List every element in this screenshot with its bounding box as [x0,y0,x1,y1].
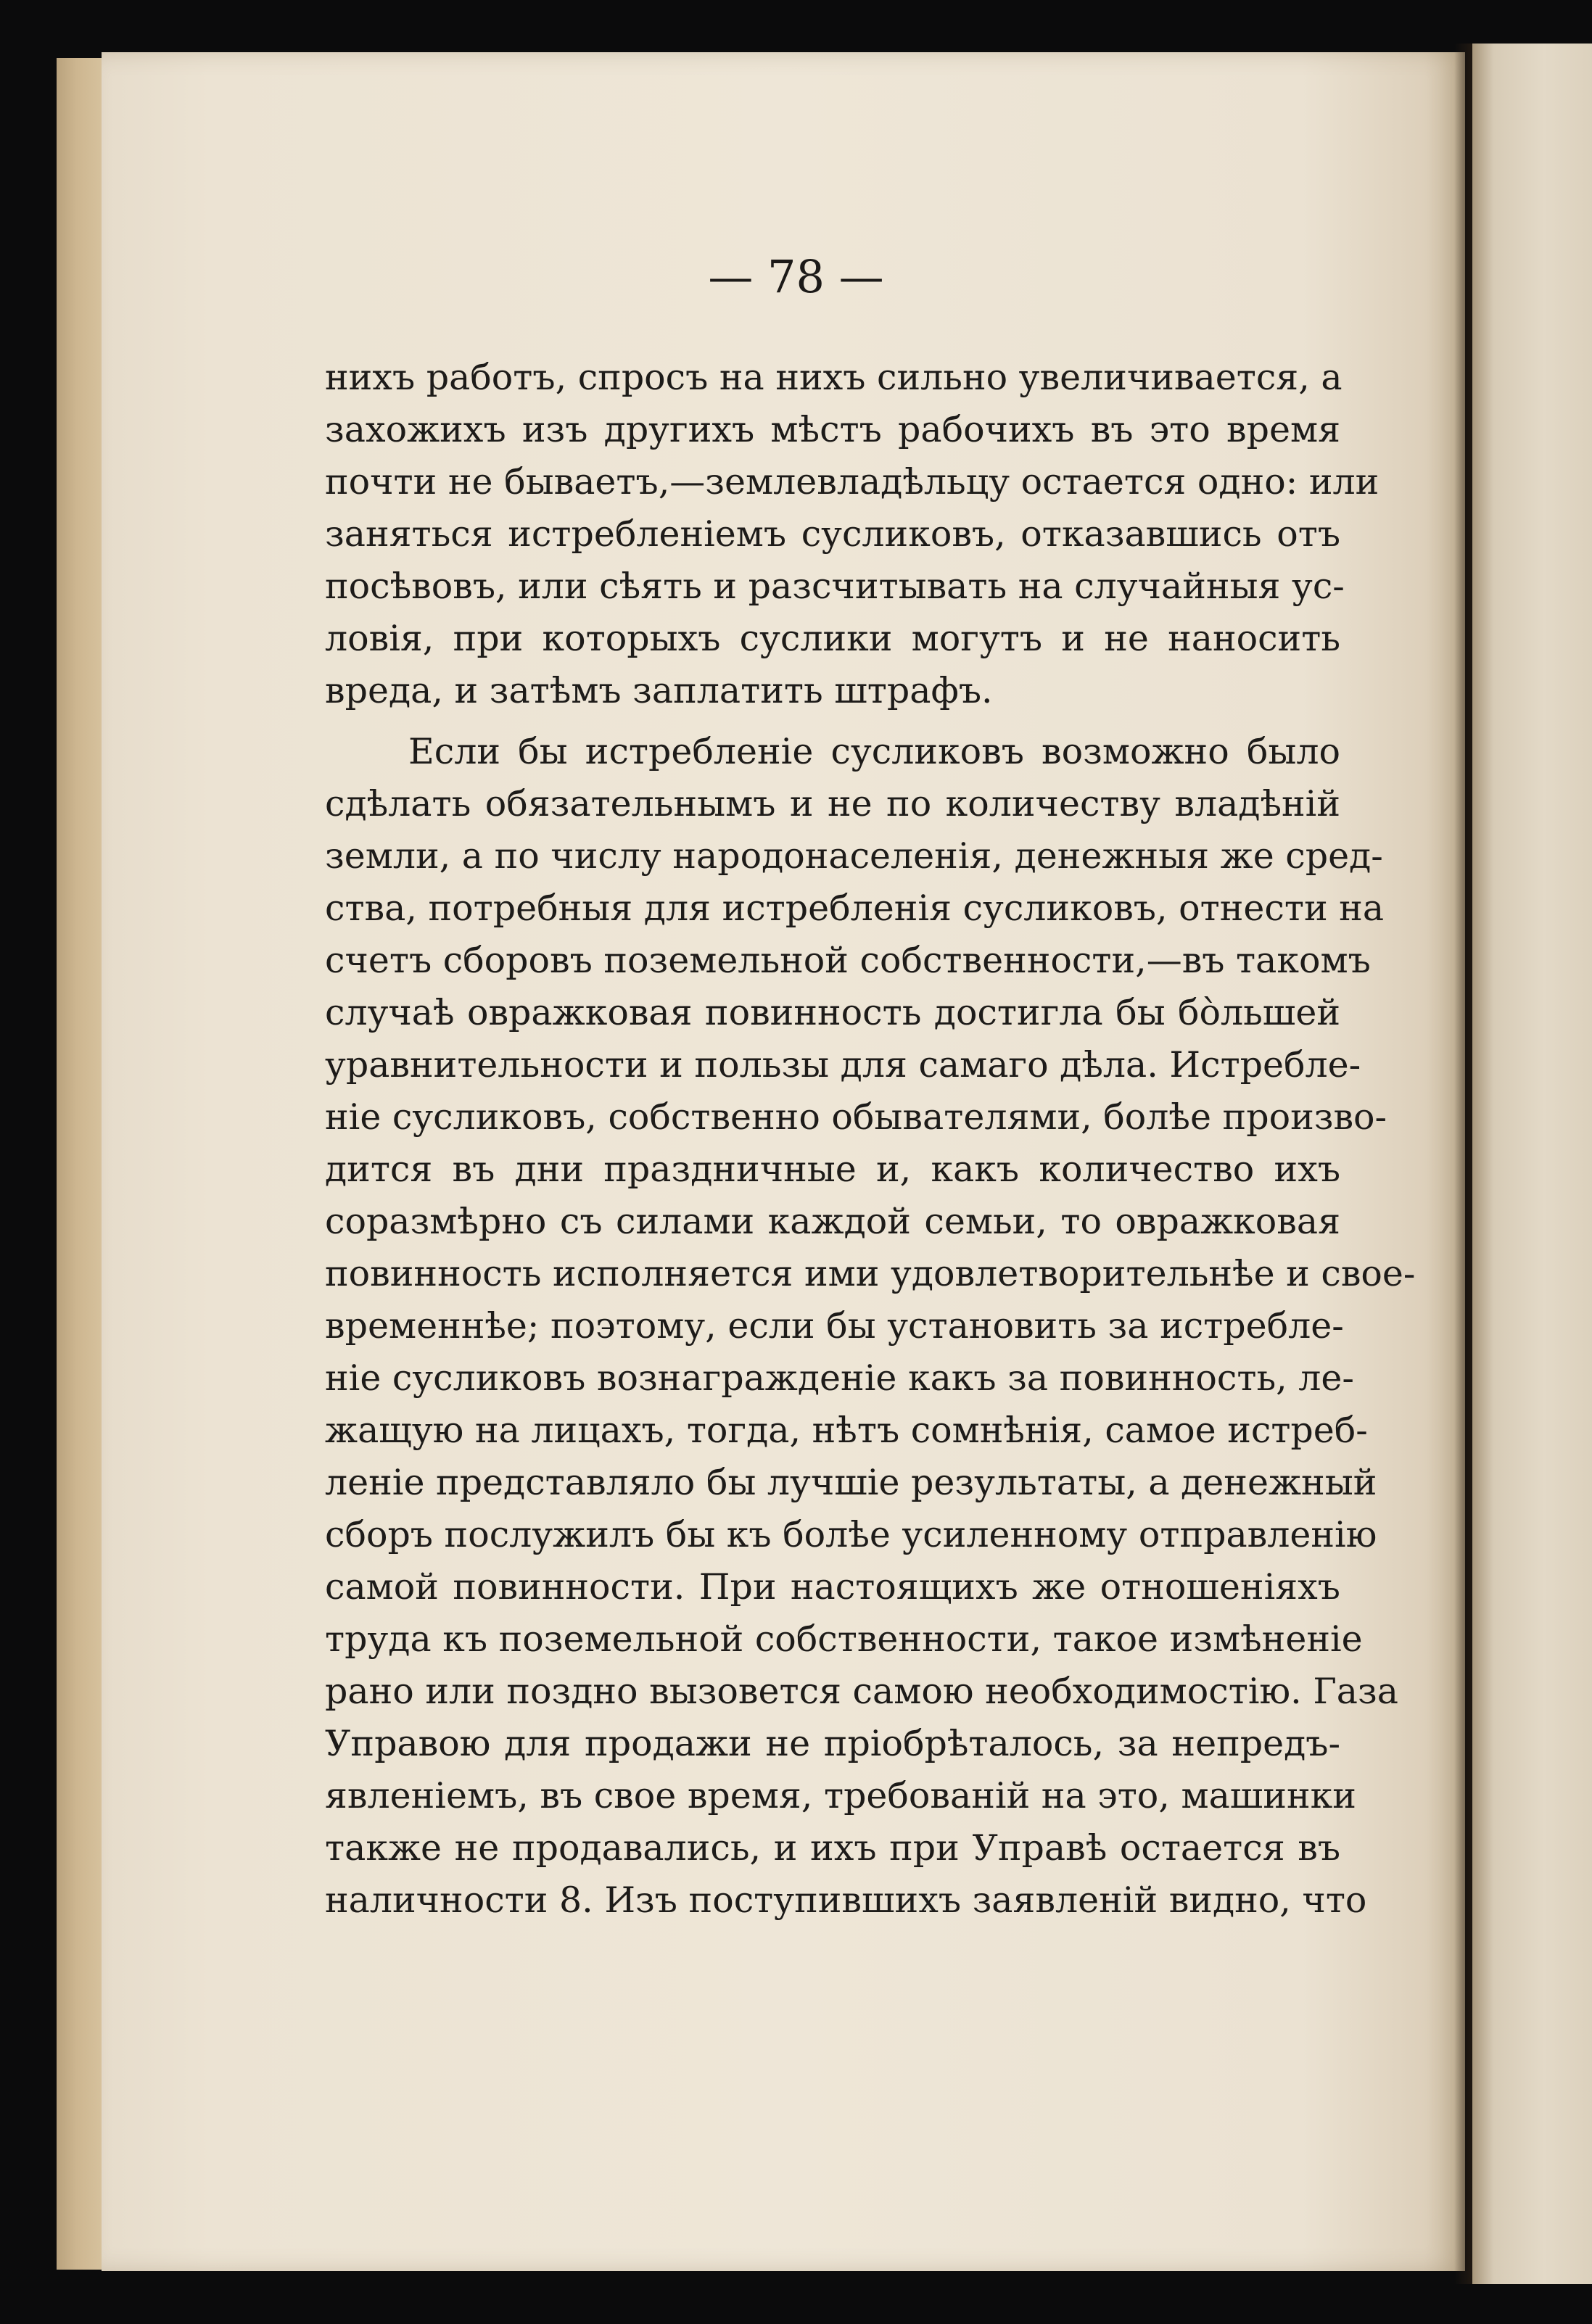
text-line: земли, а по числу народонаселенія, денежныя же сред- [325,835,1383,877]
text-line: ловія, при которыхъ суслики могутъ и не наносить [325,618,1340,659]
text-line: сдѣлать обязательнымъ и не по количеству владѣній [325,783,1340,824]
text-line: дится въ дни праздничные и, какъ количество ихъ [325,1149,1340,1190]
text-line: посѣвовъ, или сѣять и разсчитывать на случайныя ус- [325,566,1345,607]
text-line: ніе сусликовъ вознагражденіе какъ за повинность, ле- [325,1357,1354,1399]
text-line: вреда, и затѣмъ заплатить штрафъ. [325,670,993,711]
text-line: труда къ поземельной собственности, такое измѣненіе [325,1618,1363,1660]
page-number: — 78 — [708,250,884,303]
body-text [325,352,1416,1927]
text-line: повинность исполняется ими удовлетворительнѣе и свое- [325,1253,1416,1294]
text-line: Управою для продажи не пріобрѣталось, за непредъ- [325,1723,1340,1764]
text-line: уравнительности и пользы для самаго дѣла. Истребле- [325,1044,1361,1086]
text-line: заняться истребленіемъ сусликовъ, отказавшись отъ [325,513,1340,555]
text-line: рано или поздно вызовется самою необходимостію. Газа [325,1671,1398,1712]
text-line: жащую на лицахъ, тогда, нѣтъ сомнѣнія, самое истреб- [325,1410,1368,1451]
text-line: нихъ работъ, спросъ на нихъ сильно увеличивается, а [325,357,1343,398]
text-line: самой повинности. При настоящихъ же отношеніяхъ [325,1566,1340,1608]
text-line: явленіемъ, въ свое время, требованій на это, машинки [325,1775,1356,1816]
text-line: сборъ послужилъ бы къ болѣе усиленному отправленію [325,1514,1377,1555]
adjacent-page-edge [1472,44,1592,2284]
text-line: ства, потребныя для истребленія сусликовъ, отнести на [325,888,1385,929]
text-line: леніе представляло бы лучшіе результаты, а денежный [325,1462,1377,1503]
text-line: счетъ сборовъ поземельной собственности,—въ такомъ [325,940,1371,981]
text-line-indented: Если бы истребленіе сусликовъ возможно было [408,731,1340,772]
text-line: также не продавались, и ихъ при Управѣ остается въ [325,1827,1340,1869]
text-line: почти не бываетъ,—землевладѣльцу остается одно: или [325,461,1379,503]
binding-edge [57,58,107,2270]
text-line: наличности 8. Изъ поступившихъ заявленій видно, что [325,1880,1367,1921]
text-line: захожихъ изъ другихъ мѣстъ рабочихъ въ это время [325,409,1340,450]
text-line: ніе сусликовъ, собственно обывателями, болѣе произво- [325,1096,1387,1138]
text-line: случаѣ овражковая повинность достигла бы бо̀льшей [325,992,1340,1033]
text-line: соразмѣрно съ силами каждой семьи, то овражковая [325,1201,1340,1242]
text-line: временнѣе; поэтому, если бы установить за истребле- [325,1305,1344,1347]
